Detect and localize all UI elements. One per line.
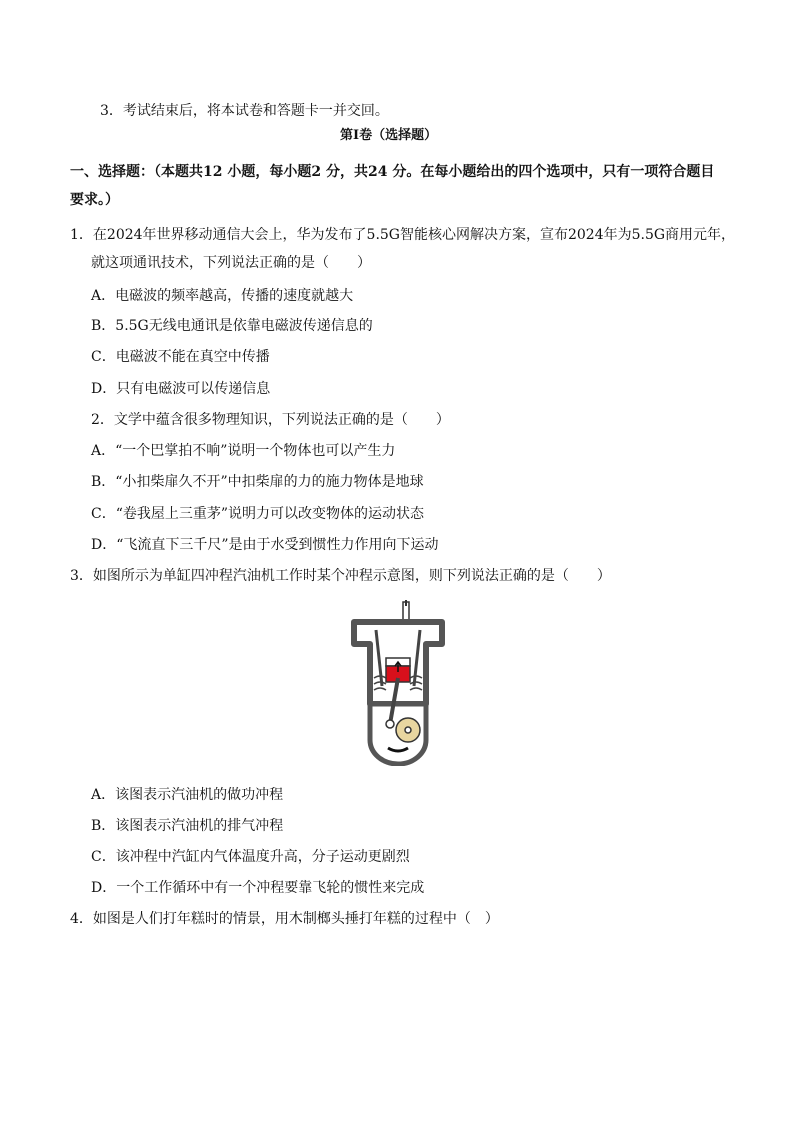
question-1-option-a: A．电磁波的频率越高，传播的速度就越大 bbox=[91, 288, 354, 304]
question-2-option-d: D．“飞流直下三千尺”是由于水受到惯性力作用向下运动 bbox=[91, 537, 439, 553]
question-2-option-a: A．“一个巴掌拍不响”说明一个物体也可以产生力 bbox=[91, 443, 396, 459]
section-title: 第Ⅰ卷（选择题） bbox=[340, 128, 438, 143]
question-3-option-c: C．该冲程中汽缸内气体温度升高，分子运动更剧烈 bbox=[91, 849, 410, 865]
question-1-option-d: D．只有电磁波可以传递信息 bbox=[91, 381, 271, 397]
question-4-stem: 4．如图是人们打年糕时的情景，用木制榔头捶打年糕的过程中（ ） bbox=[70, 911, 499, 927]
question-1-stem: 1．在2024年世界移动通信大会上，华为发布了5.5G智能核心网解决方案，宣布2024年为5.5G商用元年， bbox=[70, 227, 736, 243]
question-3-stem: 3．如图所示为单缸四冲程汽油机工作时某个冲程示意图，则下列说法正确的是（ ） bbox=[70, 568, 611, 584]
question-3-option-b: B．该图表示汽油机的排气冲程 bbox=[91, 818, 284, 834]
question-3-option-d: D．一个工作循环中有一个冲程要靠飞轮的惯性来完成 bbox=[91, 880, 425, 896]
question-1-option-b: B．5.5G无线电通讯是依靠电磁波传递信息的 bbox=[91, 318, 373, 334]
question-2-option-b: B．“小扣柴扉久不开”中扣柴扉的力的施力物体是地球 bbox=[91, 474, 424, 490]
question-1-option-c: C．电磁波不能在真空中传播 bbox=[91, 349, 270, 365]
part-heading: 一、选择题：（本题共12 小题，每小题2 分，共24 分。在每小题给出的四个选项中，只有一项符合题目 bbox=[70, 164, 715, 180]
question-3-option-a: A．该图表示汽油机的做功冲程 bbox=[91, 787, 284, 803]
notice-3: 3．考试结束后，将本试卷和答题卡一并交回。 bbox=[100, 103, 389, 119]
question-2-stem: 2．文学中蕴含很多物理知识，下列说法正确的是（ ） bbox=[91, 412, 450, 428]
part-heading-cont: 要求。） bbox=[70, 192, 119, 208]
engine-diagram bbox=[350, 600, 446, 766]
question-1-stem-cont: 就这项通讯技术，下列说法正确的是（ ） bbox=[91, 255, 371, 271]
question-2-option-c: C．“卷我屋上三重茅”说明力可以改变物体的运动状态 bbox=[91, 506, 425, 522]
